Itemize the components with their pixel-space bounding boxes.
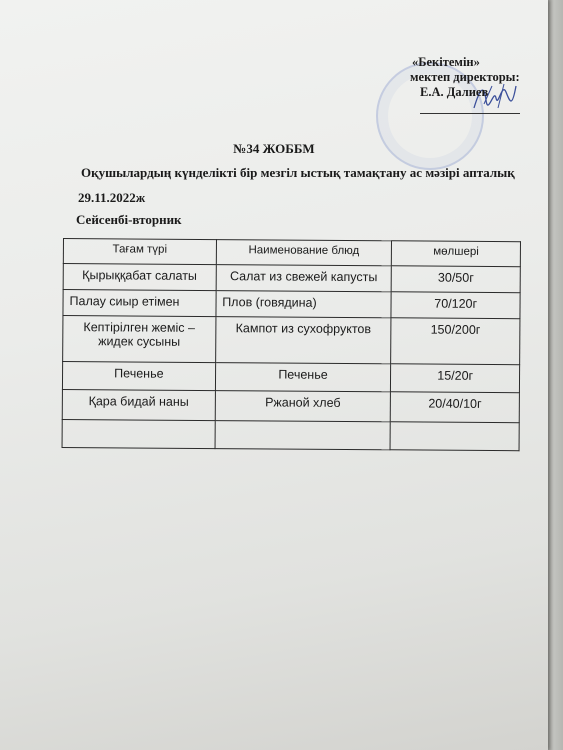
- cell-dish-type: [62, 419, 215, 448]
- cell-dish-type: Қара бидай наны: [62, 389, 215, 420]
- table-row: [62, 362, 519, 393]
- menu-table: [62, 238, 521, 451]
- cell-dish-type: Печенье: [62, 362, 215, 391]
- cell-portion: 20/40/10г: [391, 392, 520, 423]
- approval-block: [398, 55, 520, 100]
- signature-line: [420, 113, 520, 114]
- menu-date: 29.11.2022ж: [78, 190, 146, 205]
- approval-line-1: «Бекітемін»: [412, 55, 480, 69]
- cell-portion: 150/200г: [391, 318, 520, 365]
- cell-portion: 70/120г: [391, 292, 520, 319]
- cell-dish-type: Палау сиыр етімен: [63, 290, 216, 317]
- cell-portion: 30/50г: [391, 266, 520, 293]
- school-name: №34 ЖОББМ: [233, 141, 315, 156]
- table-row: [63, 290, 520, 319]
- approval-line-2: мектеп директоры:: [410, 70, 520, 84]
- header-dish-name: Наименование блюд: [216, 240, 392, 266]
- table-row: [63, 264, 520, 293]
- cell-dish-name: Печенье: [215, 363, 391, 392]
- cell-dish-name: Плов (говядина): [216, 291, 392, 318]
- cell-dish-name: [215, 421, 391, 450]
- table-surface-edge: [548, 0, 563, 750]
- table-row: [63, 316, 520, 365]
- header-dish-type: Тағам түрі: [63, 239, 216, 265]
- cell-dish-name: Ржаной хлеб: [215, 391, 391, 422]
- header-portion: мөлшері: [392, 241, 521, 267]
- menu-title: Оқушылардың күнделікті бір мезгіл ыстық тамақтану ас мәзірі апталық: [81, 165, 515, 180]
- cell-portion: 15/20г: [391, 364, 520, 393]
- table-row: [62, 419, 519, 450]
- table-header-row: [63, 239, 520, 267]
- cell-dish-name: Салат из свежей капусты: [216, 265, 392, 292]
- cell-dish-type: Қырыққабат салаты: [63, 264, 216, 291]
- cell-portion: [390, 422, 519, 451]
- menu-day: Сейсенбі-вторник: [76, 212, 182, 227]
- approval-line-3: Е.А. Далиев: [420, 85, 489, 99]
- cell-dish-name: Кампот из сухофруктов: [215, 317, 391, 364]
- cell-dish-type: Кептірілген жеміс – жидек сусыны: [63, 316, 216, 363]
- table-row: [62, 389, 519, 422]
